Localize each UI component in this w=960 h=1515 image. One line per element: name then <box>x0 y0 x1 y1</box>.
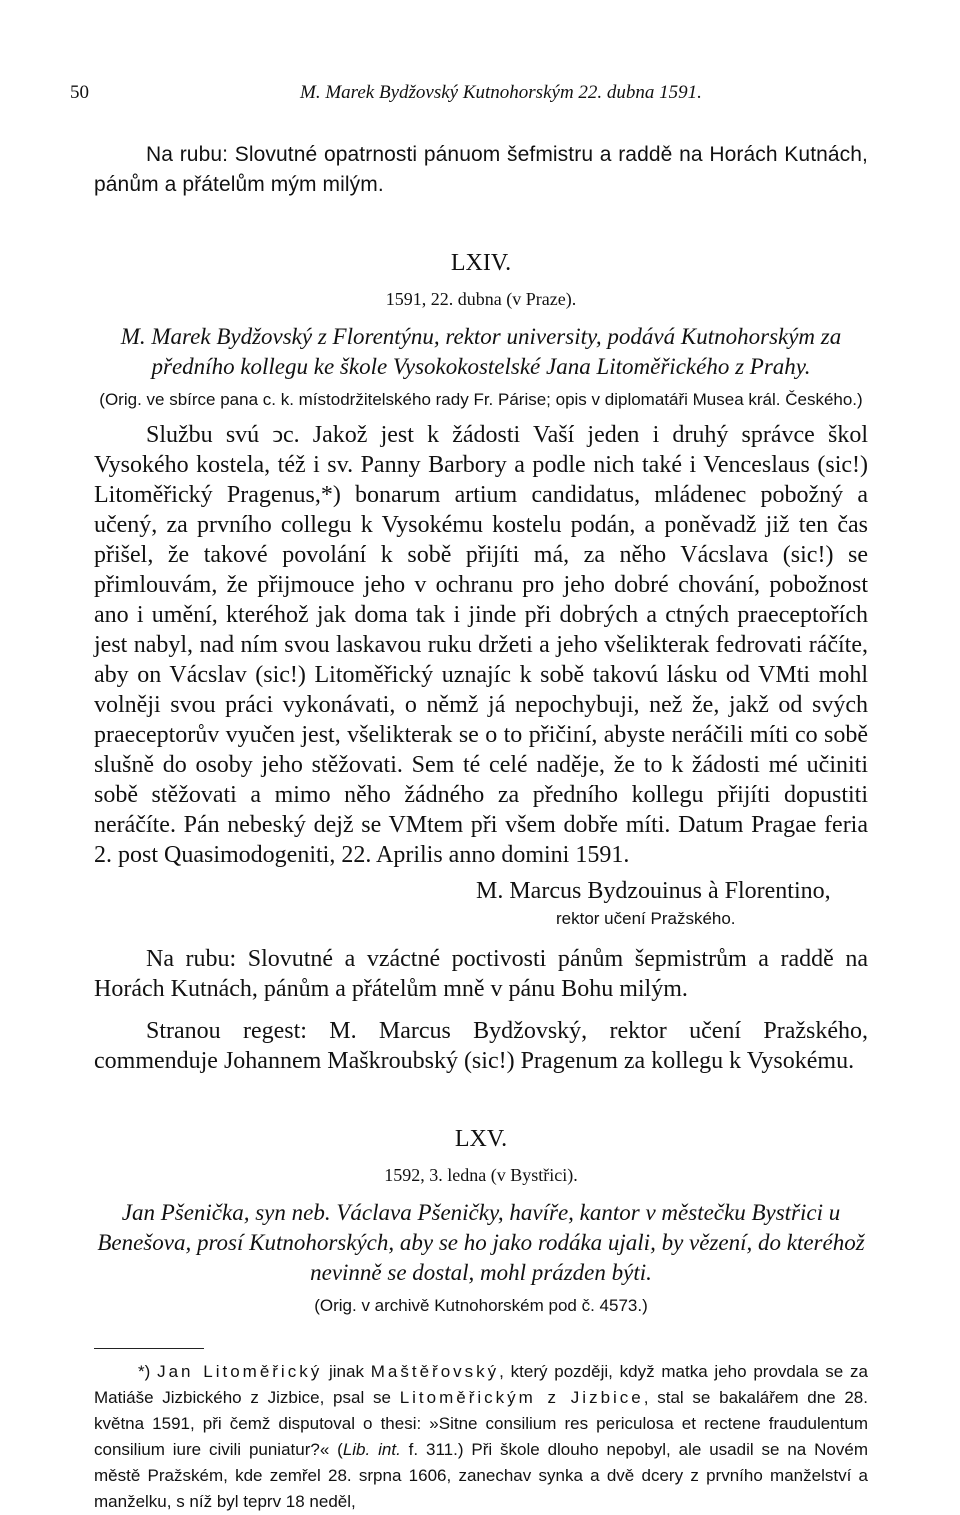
letter-64-date: 1591, 22. dubna (v Praze). <box>385 289 577 309</box>
letter-65-source: (Orig. v archivě Kutnohorském pod č. 4573.) <box>314 1296 648 1315</box>
footnote <box>94 1359 868 1515</box>
footnote-name-2: Maštěřovský <box>370 1362 500 1381</box>
footnote-divider <box>94 1348 204 1349</box>
letter-64-signature <box>476 876 868 932</box>
footnote-marker: *) <box>138 1362 151 1381</box>
document-page <box>70 78 868 1515</box>
footnote-text-2: , který později, když matka jeho provdala se za Matiáše Jizbického z Jizbice, psal se <box>94 1362 868 1407</box>
letter-65-date: 1592, 3. ledna (v Bystřici). <box>384 1165 578 1185</box>
footnote-citation: Lib. int. <box>342 1440 401 1459</box>
footnote-name-1: Jan Litoměřický <box>157 1362 323 1381</box>
letter-64-verso: Na rubu: Slovutné a vzáctné poctivosti pánům šepmistrům a raddě na Horách Kutnách, pánům a přátelům mně v pánu Bohu milým. <box>94 946 868 1002</box>
letter-64-regest: M. Marek Bydžovský z Florentýnu, rektor university, podává Kutnohorským za předního kollegu ke škole Vysokokostelské Jana Litoměřického z Prahy. <box>120 324 842 379</box>
signature-name: M. Marcus Bydzouinus à Florentino, <box>476 878 831 904</box>
letter-64-source: (Orig. ve sbírce pana c. k. místodržitelského rady Fr. Párise; opis v diplomatáři Musea král. Českého.) <box>99 390 863 409</box>
footnote-text-3: , stal se bakalářem dne 28. května 1591, při čemž disputoval o thesi: »Sitne consilium res periculosa et rectene fraudulentum consilium iure civili puniatur?« ( <box>94 1388 868 1459</box>
letter-64-body: Službu svú ͻc. Jakož jest k žádosti Vaší jeden i druhý správce škol Vysokého kostela, též i sv. Panny Barbory a podle nich také i Venceslaus (sic!) Litoměřický Pragenus,*) bonarum artium candidatus, mládenec pobožný a učený, za prvního collegu k Vysokému kostelu podán, a poněvadž již ten čas přišel, že takové povolání k sobě přijíti má, za něho Vácslava (sic!) se přimlouvám, že přijmouce jeho v ochranu pro jeho dobré chování, pobožnost ano i umění, kteréhož jak doma tak i jinde při dobrých a ctných praeceptořích jest nabyl, nad ním svou laskavou ruku držeti a jeho všelikterak fedrovati ráčíte, aby on Vácslav (sic!) Litoměřický uznajíc k sobě takovú lásku od VMti mohl volněji svou práci vykonávati, o němž já nepochybuji, než že, jakž od svých praeceptorův vyučen jest, všelikterak se o to přičiní, abyste neráčili míti co sobě slušně do osoby jeho stěžovati. Sem té celé naděje, že to k žádosti mé učiniti sobě stěžovati a mimo něho žádného za předního kollegu přijíti dopustiti neráčíte. Pán nebeský dejž se VMtem při všem dobře míti. Datum Pragae feria 2. post Quasimodogeniti, 22. Aprilis anno domini 1591. <box>94 422 868 868</box>
letter-64-side-regest: Stranou regest: M. Marcus Bydžovský, rektor učení Pražského, commenduje Johannem Maškroubský (sic!) Pragenum za kollegu k Vysokému. <box>94 1018 868 1074</box>
letter-65-number: LXV. <box>454 1126 508 1152</box>
page-number: 50 <box>70 82 89 103</box>
signature-role: rektor učení Pražského. <box>556 909 736 928</box>
footnote-text-1: jinak <box>322 1362 371 1381</box>
letter-64-number: LXIV. <box>450 250 512 276</box>
page-header <box>70 78 868 108</box>
letter-65-regest: Jan Pšenička, syn neb. Václava Pšeničky, havíře, kantor v městečku Bystřici u Benešova, prosí Kutnohorských, aby se ho jako rodáka ujali, by vězení, do kteréhož nevinně se dostal, mohl prázden býti. <box>97 1200 865 1285</box>
footnote-text-4: f. 311.) Při škole dlouho nepobyl, ale usadil se na Novém městě Pražském, kde zemřel 28. srpna 1606, zanechav synka a dvě dcery z prvního manželství a manželku, s níž byl teprv 18 neděl, <box>94 1440 868 1511</box>
intro-verso-note: Na rubu: Slovutné opatrnosti pánuom šefmistru a raddě na Horách Kutnách, pánům a přátelům mým milým. <box>94 143 868 196</box>
running-title: M. Marek Bydžovský Kutnohorským 22. dubna 1591. <box>300 82 702 103</box>
footnote-name-3: Litoměřickým z Jizbice <box>399 1388 644 1407</box>
